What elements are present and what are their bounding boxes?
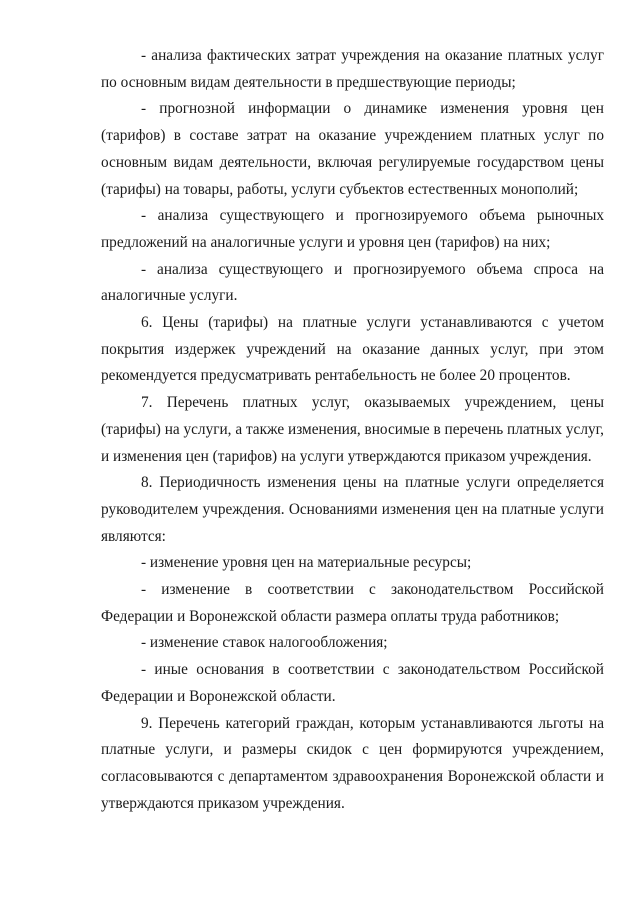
paragraph-cost-analysis: - анализа фактических затрат учреждения на оказание платных услуг по основным видам деятельности в предшествующие периоды; <box>101 47 604 91</box>
paragraph-price-forecast: - прогнозной информации о динамике изменения уровня цен (тарифов) в составе затрат на оказание учреждением платных услуг по основным видам деятельности, включая регулируемые государством цены (тарифы) на товары, работы, услуги субъектов естественных монополий; <box>101 100 604 198</box>
paragraph-item-8: 8. Периодичность изменения цены на платные услуги определяется руководителем учреждения. Основаниями изменения цен на платные услуги являются: <box>101 474 604 545</box>
document-body <box>101 43 604 817</box>
paragraph-other-grounds: - иные основания в соответствии с законодательством Российской Федерации и Воронежской области. <box>101 661 604 705</box>
paragraph-market-demand: - анализа существующего и прогнозируемого объема спроса на аналогичные услуги. <box>101 260 604 305</box>
paragraph-item-6: 6. Цены (тарифы) на платные услуги устанавливаются с учетом покрытия издержек учреждений на оказание данных услуг, при этом рекомендуется предусматривать рентабельность не более 20 процентов. <box>101 314 604 385</box>
paragraph-item-9: 9. Перечень категорий граждан, которым устанавливаются льготы на платные услуги, и размеры скидок с цен формируются учреждением, согласовываются с департаментом здравоохранения Воронежской области и утверждаются приказом учреждения. <box>101 714 604 812</box>
paragraph-market-supply: - анализа существующего и прогнозируемого объема рыночных предложений на аналогичные услуги и уровня цен (тарифов) на них; <box>101 207 604 251</box>
paragraph-wage-change: - изменение в соответствии с законодательством Российской Федерации и Воронежской области размера оплаты труда работников; <box>101 581 604 625</box>
paragraph-material-prices: - изменение уровня цен на материальные ресурсы; <box>141 554 472 572</box>
paragraph-tax-change: - изменение ставок налогообложения; <box>141 634 388 652</box>
paragraph-item-7: 7. Перечень платных услуг, оказываемых учреждением, цены (тарифы) на услуги, а также изменения, вносимые в перечень платных услуг, и изменения цен (тарифов) на услуги утверждаются приказом учреждения. <box>101 394 604 465</box>
